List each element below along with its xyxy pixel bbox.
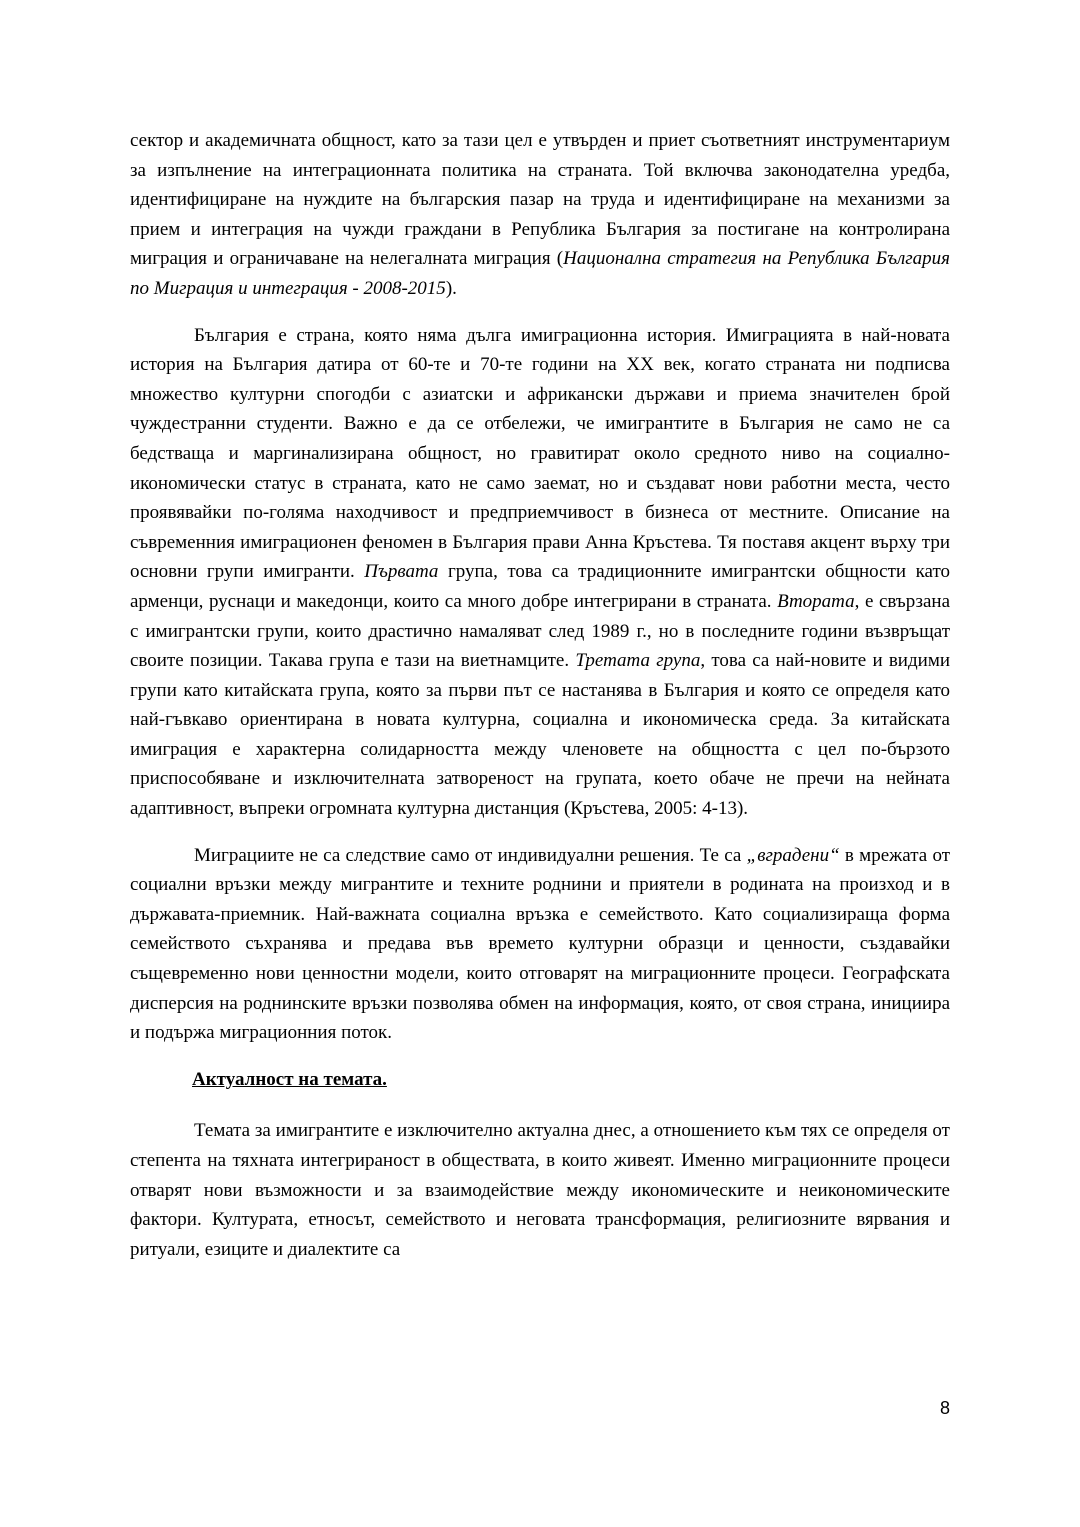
first-group-term: Първата <box>364 561 439 583</box>
paragraph-2-text-d: , това са най-новите и видими групи като китайската група, която за първи път се настанява в България и която се определя като най-гъвкаво ориентирана в новата културна, социална и икономическа среда. За китайската имиграция е характерна солидарността между членовете на общността с цел по-бързото приспособяване и изключителната затвореност на групата, което обаче не пречи на нейната адаптивност, въпреки огромната културна дистанция (Кръстева, 2005: 4-13). <box>130 650 951 820</box>
paragraph-3-text-a: Миграциите не са следствие само от индивидуални решения. Те са <box>194 844 747 866</box>
paragraph-1 <box>130 126 950 304</box>
paragraph-4 <box>130 1116 950 1264</box>
paragraph-3-text-b: в мрежата от социални връзки между мигрантите и техните роднини и приятели в родината на произход и в държавата-приемник. Най-важната социална връзка е семейството. Като социализираща форма семейството съхранява и предава във времето културни образци и ценности, създавайки същевременно нови ценностни модели, които отговарят на миграционните процеси. Географската дисперсия на роднинските връзки позволява обмен на информация, която, от своя страна, инициира и подържа миграционния поток. <box>130 844 950 1044</box>
paragraph-1-text: сектор и академичната общност, като за тази цел е утвърден и приет съответният инструментариум за изпълнение на интеграционната политика на страната. Той включва законодателна уредба, идентифициране на нуждите на българския пазар на труда и идентифициране на механизми за прием и интеграция на чужди граждани в Република България за постигане на контролирана миграция и ограничаване на нелегалната миграция ( <box>130 130 950 270</box>
paragraph-3 <box>130 841 950 1048</box>
paragraph-4-text: Темата за имигрантите е изключително актуална днес, а отношението към тях се определя от степента на тяхната интегрираност в обществата, в които живеят. Именно миграционните процеси отварят нови възможности и за взаимодействие между икономическите и неикономическите фактори. Културата, етносът, семейството и неговата трансформация, религиозните вярвания и ритуали, езиците и диалектите са <box>130 1120 950 1260</box>
paragraph-1-end: ). <box>445 277 457 299</box>
paragraph-2-text-c: , е свързана с имигрантски групи, които драстично намаляват след 1989 г., но в последните години възвръщат своите позиции. Такава група е тази на виетнамците. <box>130 590 950 672</box>
embedded-term: „вградени“ <box>746 844 840 866</box>
paragraph-2-text-b: група, това са традиционните имигрантски общности като арменци, руснаци и македонци, които са много добре интегрирани в страната. <box>130 561 951 612</box>
section-heading: Актуалност на темата. <box>192 1068 387 1090</box>
strategy-citation: Национална стратегия на Република България по Миграция и интеграция - 2008-2015 <box>130 248 950 299</box>
paragraph-2-text-a: България е страна, която няма дълга имиграционна история. Имиграцията в най-новата история на България датира от 60-те и 70-те години на XX век, когато страната ни подписва множество културни спогодби с азиатски и африкански държави и приема значителен брой чуждестранни студенти. Важно е да се отбележи, че имигрантите в България не само не са бедстваща и маргинализирана общност, но гравитират около средното ниво на социално-икономически статус в страната, като не само заемат, но и създават нови работни места, често проявявайки по-голяма находчивост и предприемчивост в бизнеса от местните. Описание на съвременния имиграционен феномен в България прави Анна Кръстева. Тя поставя акцент върху три основни групи имигранти. <box>130 324 950 583</box>
body-text <box>130 126 950 1281</box>
third-group-term: Третата група <box>575 650 701 672</box>
paragraph-2 <box>130 321 950 824</box>
page-number: 8 <box>939 1398 950 1418</box>
second-group-term: Втората <box>777 590 855 612</box>
